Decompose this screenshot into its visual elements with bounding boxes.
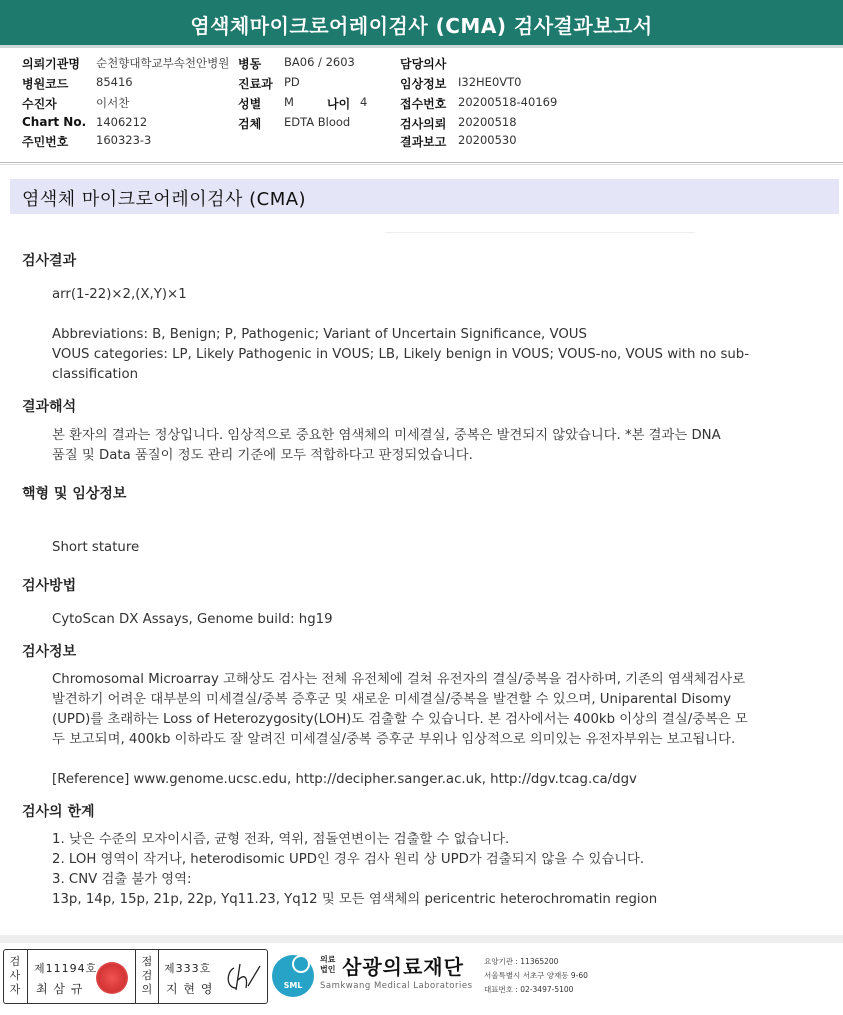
info-label: 검체 xyxy=(238,117,262,131)
examiner-label-char: 검 xyxy=(9,955,21,968)
info-row xyxy=(22,55,822,73)
info-value: M xyxy=(284,95,294,109)
result-value: arr(1-22)×2,(X,Y)×1 xyxy=(52,287,187,302)
reviewer-name: 지 현 영 xyxy=(166,982,214,996)
signature-box xyxy=(3,949,268,1004)
section-title-bar xyxy=(10,179,839,214)
info-label: 병원코드 xyxy=(22,77,69,91)
limits-item: 2. LOH 영역이 작거나, heterodisomic UPD인 경우 검사 원리 상 UPD가 검출되지 않을 수 있습니다. xyxy=(52,852,645,867)
info-value: EDTA Blood xyxy=(284,115,351,129)
contact-line: 대표번호 : 02-3497-5100 xyxy=(484,985,574,994)
examiner-license-no: 제11194호 xyxy=(34,962,98,975)
report-header xyxy=(0,0,843,48)
divider xyxy=(385,232,695,233)
test-info-text: 발견하기 어려운 대부분의 미세결실/중복 증후군 및 새로운 미세결실/중복을 발견할 수 있으며, Uniparental Disomy xyxy=(52,692,732,707)
info-row xyxy=(22,133,822,151)
info-label: 의뢰기관명 xyxy=(22,57,80,71)
seal-stamp-icon xyxy=(96,962,128,994)
method-text: CytoScan DX Assays, Genome build: hg19 xyxy=(52,612,333,627)
age-label: 나이 xyxy=(327,97,351,111)
reference-line: [Reference] www.genome.ucsc.edu, http://decipher.sanger.ac.uk, http://dgv.tcag.ca/dgv xyxy=(52,772,637,787)
test-info-text: 두 보고되며, 400kb 이하라도 잘 알려진 미세결실/중복 증후군 부위나 임상적으로 의미있는 유전자부위는 보고됩니다. xyxy=(52,732,736,747)
footer-divider xyxy=(0,935,843,943)
info-label: 임상정보 xyxy=(400,77,447,91)
logo-dot-icon xyxy=(292,955,310,973)
reviewer-label-cell xyxy=(135,950,159,1003)
vous-categories-line: VOUS categories: LP, Likely Pathogenic in VOUS; LB, Likely benign in VOUS; VOUS-no, VOUS with no sub- xyxy=(52,347,750,362)
info-label: 주민번호 xyxy=(22,135,69,149)
org-name: 삼광의료재단 xyxy=(342,955,464,979)
info-label: 수진자 xyxy=(22,97,57,111)
info-value: 순천향대학교부속천안병원 xyxy=(96,56,230,70)
reviewer-label-char: 검 xyxy=(141,969,153,982)
reviewer-label-char: 의 xyxy=(141,983,153,996)
report-title: 염색체마이크로어레이검사 (CMA) 검사결과보고서 xyxy=(190,14,653,38)
examiner-name: 최 삼 규 xyxy=(36,982,84,996)
abbreviations-line: Abbreviations: B, Benign; P, Pathogenic; Variant of Uncertain Significance, VOUS xyxy=(52,327,587,342)
limits-item: 1. 낮은 수준의 모자이시즘, 균형 전좌, 역위, 점돌연변이는 검출할 수 없습니다. xyxy=(52,832,510,847)
signature-icon xyxy=(222,958,264,996)
examiner-label-char: 사 xyxy=(9,969,21,982)
info-label: Chart No. xyxy=(22,115,87,129)
info-value: 20200530 xyxy=(458,133,517,147)
info-value: PD xyxy=(284,75,300,89)
info-value: 이서찬 xyxy=(96,96,130,110)
org-english-name: Samkwang Medical Laboratories xyxy=(320,981,473,991)
test-info-text: Chromosomal Microarray 고해상도 검사는 전체 유전체에 걸쳐 유전자의 결실/중복을 검사하며, 기존의 염색체검사로 xyxy=(52,672,746,687)
limits-item: 13p, 14p, 15p, 21p, 22p, Yq11.23, Yq12 및 모든 염색체의 pericentric heterochromatin region xyxy=(52,892,658,907)
clinical-heading: 핵형 및 임상정보 xyxy=(22,486,127,502)
info-value: 160323-3 xyxy=(96,133,152,147)
info-label: 병동 xyxy=(238,57,262,71)
reviewer-label-char: 점 xyxy=(141,955,153,968)
info-label: 성별 xyxy=(238,97,262,111)
limits-item: 3. CNV 검출 불가 영역: xyxy=(52,872,192,887)
interpretation-text: 품질 및 Data 품질이 정도 관리 기준에 모두 적합하다고 판정되었습니다. xyxy=(52,448,473,463)
org-kind-line: 법인 xyxy=(320,965,336,974)
contact-line: 요양기관 : 11365200 xyxy=(484,957,559,966)
info-label: 담당의사 xyxy=(400,57,447,71)
info-row xyxy=(22,115,822,133)
org-kind-line: 의료 xyxy=(320,955,336,964)
divider xyxy=(0,164,843,165)
section-title: 염색체 마이크로어레이검사 (CMA) xyxy=(22,189,307,210)
test-info-heading: 검사정보 xyxy=(22,644,77,660)
interpretation-heading: 결과해석 xyxy=(22,399,77,415)
info-label: 결과보고 xyxy=(400,135,447,149)
info-value: BA06 / 2603 xyxy=(284,55,355,69)
info-value: 1406212 xyxy=(96,115,148,129)
examiner-label-cell xyxy=(4,950,28,1003)
info-value: I32HE0VT0 xyxy=(458,75,522,89)
result-heading: 검사결과 xyxy=(22,253,77,269)
info-label: 진료과 xyxy=(238,77,273,91)
reviewer-license-no: 제333호 xyxy=(164,962,212,975)
info-value: 85416 xyxy=(96,75,133,89)
info-row xyxy=(22,95,822,113)
contact-line: 서울특별시 서초구 양재동 9-60 xyxy=(484,971,588,980)
age-value: 4 xyxy=(360,95,368,109)
vous-categories-line: classification xyxy=(52,367,139,382)
info-label: 검사의뢰 xyxy=(400,117,447,131)
org-kind xyxy=(320,955,335,975)
test-info-text: (UPD)를 초래하는 Loss of Heterozygosity(LOH)도 검출할 수 있습니다. 본 검사에서는 400kb 이상의 결실/중복은 모 xyxy=(52,712,748,727)
divider xyxy=(0,162,843,163)
limits-heading: 검사의 한계 xyxy=(22,804,95,820)
info-value: 20200518 xyxy=(458,115,517,129)
logo-text: SML xyxy=(283,981,303,990)
info-label: 접수번호 xyxy=(400,97,447,111)
info-value: 20200518-40169 xyxy=(458,95,558,109)
interpretation-text: 본 환자의 결과는 정상입니다. 임상적으로 중요한 염색체의 미세결실, 중복은 발견되지 않았습니다. *본 결과는 DNA xyxy=(52,428,721,443)
clinical-text: Short stature xyxy=(52,540,140,555)
examiner-label-char: 자 xyxy=(9,983,21,996)
info-row xyxy=(22,75,822,93)
method-heading: 검사방법 xyxy=(22,578,77,594)
